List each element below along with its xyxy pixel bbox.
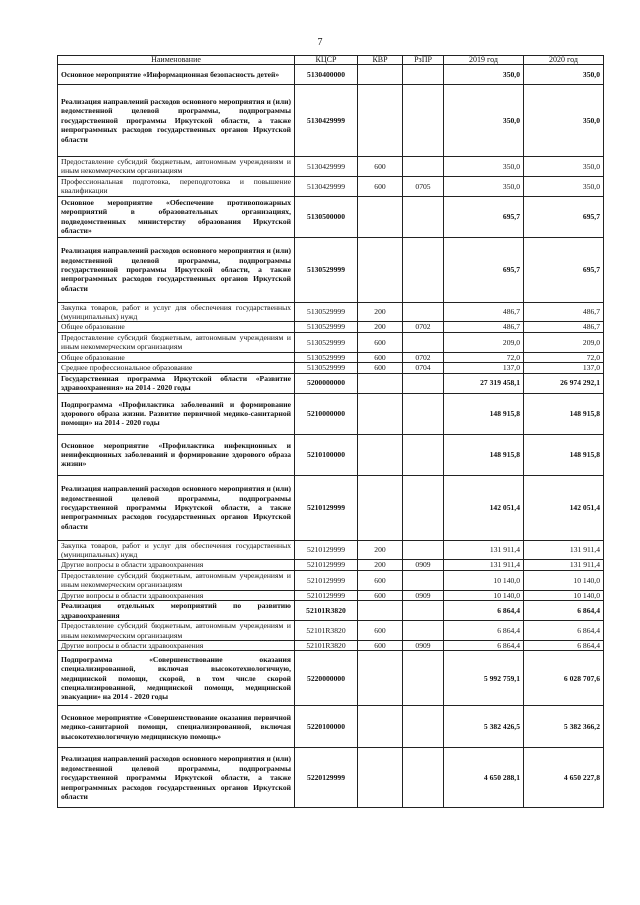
row-rzpr (403, 302, 444, 322)
row-name: Основное мероприятие «Совершенствование оказания первичной медико-санитарной помощи, специализированной, включая высокотехнологичную медицинскую помощь» (58, 706, 295, 748)
row-rzpr: 0704 (403, 363, 444, 373)
row-kcsr: 5210100000 (295, 434, 358, 475)
row-value-2019: 486,7 (444, 302, 524, 322)
table-row (58, 706, 604, 748)
table-row (58, 237, 604, 302)
header-kcsr: КЦСР (295, 56, 358, 65)
row-value-2019: 6 864,4 (444, 621, 524, 641)
row-kvr: 600 (358, 332, 403, 352)
table-row (58, 352, 604, 362)
row-rzpr (403, 475, 444, 540)
row-value-2020: 6 864,4 (524, 621, 604, 641)
row-rzpr (403, 748, 444, 808)
row-name: Предоставление субсидий бюджетным, автономным учреждениям и иным некоммерческим организациям (58, 157, 295, 177)
table-row (58, 560, 604, 570)
table-row (58, 590, 604, 600)
row-rzpr (403, 85, 444, 157)
row-kvr (358, 65, 403, 85)
table-row (58, 621, 604, 641)
row-value-2019: 148 915,8 (444, 434, 524, 475)
row-kcsr: 5210129999 (295, 540, 358, 560)
row-kcsr: 5220129999 (295, 748, 358, 808)
row-value-2019: 142 051,4 (444, 475, 524, 540)
header-name: Наименование (58, 56, 295, 65)
row-value-2019: 10 140,0 (444, 590, 524, 600)
row-name: Реализация направлений расходов основного мероприятия и (или) ведомственной целевой программы, подпрограммы государственной программы Иркутской области, а также непрограммных расходов государственных органов Иркутской области (58, 237, 295, 302)
row-kvr (358, 237, 403, 302)
row-rzpr: 0702 (403, 352, 444, 362)
row-name: Реализация отдельных мероприятий по развитию здравоохранения (58, 601, 295, 621)
row-kcsr: 5130529999 (295, 237, 358, 302)
row-value-2019: 10 140,0 (444, 570, 524, 590)
row-rzpr (403, 706, 444, 748)
table-row (58, 651, 604, 706)
row-value-2020: 350,0 (524, 85, 604, 157)
header-rzpr: РзПР (403, 56, 444, 65)
row-value-2019: 131 911,4 (444, 560, 524, 570)
row-kvr (358, 706, 403, 748)
row-value-2020: 350,0 (524, 65, 604, 85)
row-value-2020: 6 864,4 (524, 640, 604, 650)
row-kcsr: 5220000000 (295, 651, 358, 706)
row-kcsr: 5130529999 (295, 352, 358, 362)
row-name: Предоставление субсидий бюджетным, автономным учреждениям и иным некоммерческим организациям (58, 570, 295, 590)
row-kcsr: 5210129999 (295, 570, 358, 590)
row-kcsr: 5130529999 (295, 302, 358, 322)
row-kvr (358, 748, 403, 808)
row-kvr: 600 (358, 176, 403, 196)
row-kvr: 200 (358, 560, 403, 570)
row-name: Основное мероприятие «Профилактика инфекционных и неинфекционных заболеваний и формирование здорового образа жизни» (58, 434, 295, 475)
row-value-2020: 350,0 (524, 176, 604, 196)
row-rzpr (403, 601, 444, 621)
row-value-2020: 209,0 (524, 332, 604, 352)
row-rzpr (403, 434, 444, 475)
table-row (58, 363, 604, 373)
row-value-2019: 209,0 (444, 332, 524, 352)
row-value-2020: 148 915,8 (524, 434, 604, 475)
row-kcsr: 5210129999 (295, 560, 358, 570)
row-rzpr (403, 373, 444, 393)
table-row (58, 332, 604, 352)
row-value-2019: 695,7 (444, 237, 524, 302)
row-kcsr: 52101R3820 (295, 601, 358, 621)
row-rzpr (403, 621, 444, 641)
row-name: Профессиональная подготовка, переподготовка и повышение квалификации (58, 176, 295, 196)
row-rzpr: 0909 (403, 590, 444, 600)
row-kvr: 600 (358, 363, 403, 373)
row-rzpr: 0909 (403, 640, 444, 650)
row-value-2019: 6 864,4 (444, 640, 524, 650)
row-kcsr: 5130500000 (295, 196, 358, 237)
row-rzpr: 0702 (403, 322, 444, 332)
row-kcsr: 5210129999 (295, 590, 358, 600)
row-rzpr (403, 393, 444, 434)
row-kvr (358, 651, 403, 706)
row-value-2020: 695,7 (524, 196, 604, 237)
row-kcsr: 5220100000 (295, 706, 358, 748)
row-rzpr (403, 540, 444, 560)
table-row (58, 748, 604, 808)
row-kcsr: 5130529999 (295, 332, 358, 352)
row-rzpr (403, 65, 444, 85)
row-value-2019: 72,0 (444, 352, 524, 362)
row-value-2019: 27 319 458,1 (444, 373, 524, 393)
row-kvr: 200 (358, 540, 403, 560)
table-row (58, 475, 604, 540)
row-kvr: 200 (358, 302, 403, 322)
row-name: Государственная программа Иркутской области «Развитие здравоохранения» на 2014 - 2020 годы (58, 373, 295, 393)
row-value-2019: 486,7 (444, 322, 524, 332)
budget-table (57, 55, 604, 808)
row-value-2020: 4 650 227,8 (524, 748, 604, 808)
row-kcsr: 5130429999 (295, 176, 358, 196)
table-row (58, 157, 604, 177)
row-name: Другие вопросы в области здравоохранения (58, 560, 295, 570)
row-value-2020: 5 382 366,2 (524, 706, 604, 748)
row-kvr: 600 (358, 157, 403, 177)
row-value-2019: 5 382 426,5 (444, 706, 524, 748)
row-value-2019: 350,0 (444, 176, 524, 196)
row-name: Основное мероприятие «Обеспечение противопожарных мероприятий в образовательных организациях, подведомственных министерству образования Иркутской области» (58, 196, 295, 237)
row-kvr (358, 434, 403, 475)
table-row (58, 322, 604, 332)
row-value-2020: 6 864,4 (524, 601, 604, 621)
table-row (58, 393, 604, 434)
row-value-2019: 148 915,8 (444, 393, 524, 434)
table-row (58, 601, 604, 621)
table-row (58, 540, 604, 560)
row-value-2020: 350,0 (524, 157, 604, 177)
row-name: Предоставление субсидий бюджетным, автономным учреждениям и иным некоммерческим организациям (58, 332, 295, 352)
row-kvr: 600 (358, 590, 403, 600)
row-value-2020: 26 974 292,1 (524, 373, 604, 393)
table-row (58, 302, 604, 322)
row-value-2020: 695,7 (524, 237, 604, 302)
row-kvr: 600 (358, 621, 403, 641)
row-kcsr: 52101R3820 (295, 621, 358, 641)
header-2020: 2020 год (524, 56, 604, 65)
table-row (58, 373, 604, 393)
row-kcsr: 5130429999 (295, 85, 358, 157)
row-kvr (358, 373, 403, 393)
row-name: Предоставление субсидий бюджетным, автономным учреждениям и иным некоммерческим организациям (58, 621, 295, 641)
row-rzpr: 0909 (403, 560, 444, 570)
row-name: Общее образование (58, 322, 295, 332)
row-value-2020: 6 028 707,6 (524, 651, 604, 706)
row-value-2019: 695,7 (444, 196, 524, 237)
row-value-2020: 486,7 (524, 322, 604, 332)
row-name: Реализация направлений расходов основного мероприятия и (или) ведомственной целевой программы, подпрограммы государственной программы Иркутской области, а также непрограммных расходов государственных органов Иркутской области (58, 85, 295, 157)
row-value-2019: 350,0 (444, 157, 524, 177)
row-name: Другие вопросы в области здравоохранения (58, 590, 295, 600)
row-name: Основное мероприятие «Информационная безопасность детей» (58, 65, 295, 85)
row-name: Реализация направлений расходов основного мероприятия и (или) ведомственной целевой программы, подпрограммы государственной программы Иркутской области, а также непрограммных расходов государственных органов Иркутской области (58, 748, 295, 808)
row-kvr: 600 (358, 352, 403, 362)
row-rzpr (403, 651, 444, 706)
row-rzpr: 0705 (403, 176, 444, 196)
table-row (58, 640, 604, 650)
row-rzpr (403, 196, 444, 237)
row-value-2020: 72,0 (524, 352, 604, 362)
row-value-2019: 131 911,4 (444, 540, 524, 560)
row-name: Среднее профессиональное образование (58, 363, 295, 373)
row-value-2019: 5 992 759,1 (444, 651, 524, 706)
row-value-2019: 4 650 288,1 (444, 748, 524, 808)
header-kvr: КВР (358, 56, 403, 65)
row-kcsr: 5200000000 (295, 373, 358, 393)
row-kvr (358, 393, 403, 434)
table-body (58, 65, 604, 808)
row-value-2020: 131 911,4 (524, 540, 604, 560)
row-kcsr: 5130429999 (295, 157, 358, 177)
table-row (58, 176, 604, 196)
row-kvr (358, 601, 403, 621)
row-value-2020: 148 915,8 (524, 393, 604, 434)
row-kvr (358, 85, 403, 157)
row-value-2020: 10 140,0 (524, 590, 604, 600)
row-value-2019: 137,0 (444, 363, 524, 373)
row-name: Другие вопросы в области здравоохранения (58, 640, 295, 650)
row-name: Подпрограмма «Совершенствование оказания специализированной, включая высокотехнологичную, медицинской помощи, скорой, в том числе скорой специализированной, медицинской помощи, медицинской эвакуации» на 2014 - 2020 годы (58, 651, 295, 706)
row-rzpr (403, 332, 444, 352)
table-row (58, 570, 604, 590)
row-name: Общее образование (58, 352, 295, 362)
page-number: 7 (317, 37, 323, 48)
row-kcsr: 5130400000 (295, 65, 358, 85)
row-kvr (358, 196, 403, 237)
row-value-2020: 10 140,0 (524, 570, 604, 590)
row-kvr: 600 (358, 570, 403, 590)
table-row (58, 85, 604, 157)
row-kvr: 600 (358, 640, 403, 650)
row-rzpr (403, 157, 444, 177)
row-value-2020: 131 911,4 (524, 560, 604, 570)
row-kcsr: 52101R3820 (295, 640, 358, 650)
row-rzpr (403, 237, 444, 302)
row-kcsr: 5130529999 (295, 322, 358, 332)
table-row (58, 434, 604, 475)
row-rzpr (403, 570, 444, 590)
row-value-2019: 350,0 (444, 65, 524, 85)
row-kcsr: 5130529999 (295, 363, 358, 373)
row-value-2020: 486,7 (524, 302, 604, 322)
row-kcsr: 5210000000 (295, 393, 358, 434)
row-value-2019: 6 864,4 (444, 601, 524, 621)
table-header-row (58, 56, 604, 65)
row-value-2020: 137,0 (524, 363, 604, 373)
row-kcsr: 5210129999 (295, 475, 358, 540)
row-kvr (358, 475, 403, 540)
table-row (58, 196, 604, 237)
row-kvr: 200 (358, 322, 403, 332)
row-name: Подпрограмма «Профилактика заболеваний и формирование здорового образа жизни. Развитие первичной медико-санитарной помощи» на 2014 - 2020 годы (58, 393, 295, 434)
header-2019: 2019 год (444, 56, 524, 65)
table-row (58, 65, 604, 85)
row-value-2019: 350,0 (444, 85, 524, 157)
row-name: Закупка товаров, работ и услуг для обеспечения государственных (муниципальных) нужд (58, 540, 295, 560)
row-name: Закупка товаров, работ и услуг для обеспечения государственных (муниципальных) нужд (58, 302, 295, 322)
row-value-2020: 142 051,4 (524, 475, 604, 540)
row-name: Реализация направлений расходов основного мероприятия и (или) ведомственной целевой программы, подпрограммы государственной программы Иркутской области, а также непрограммных расходов государственных органов Иркутской области (58, 475, 295, 540)
